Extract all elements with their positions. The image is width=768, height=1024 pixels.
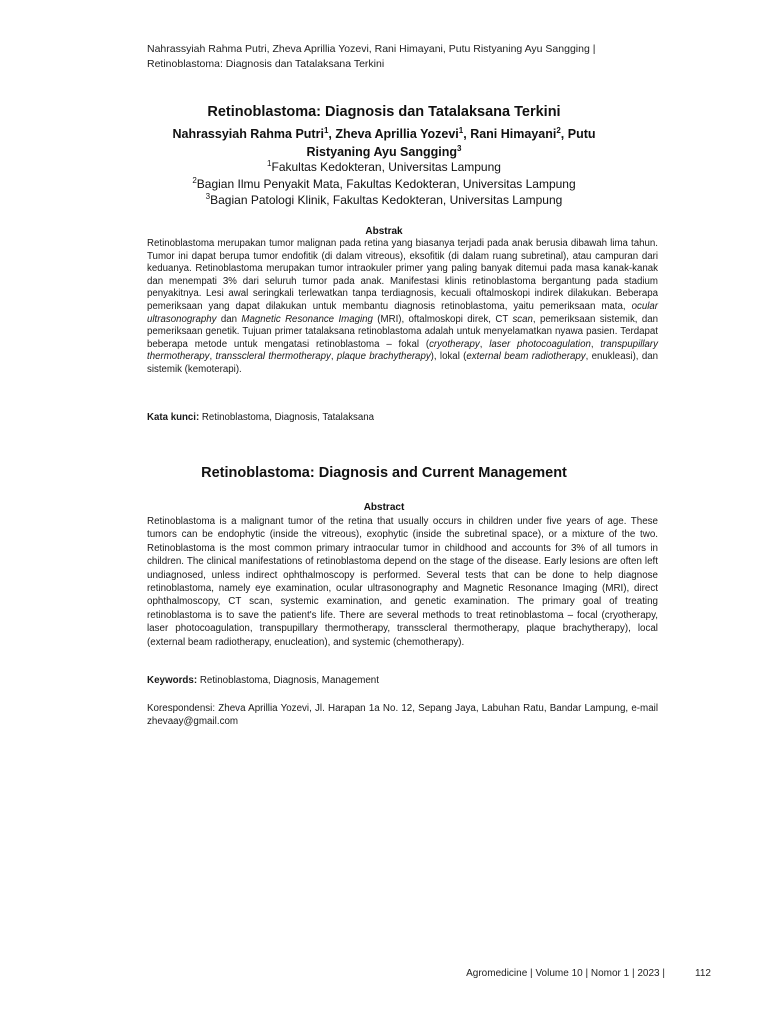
abstrak-text-run: , <box>479 338 490 350</box>
abstrak-text-run: , pemeriksaan sistemik, dan pemeriksaan genetik. Tujuan primer tatalaksana retinoblastoma adalah untuk menyelamatkan nyawa pasien. Terdapat beberapa metode untuk mengatasi retinoblastoma – fokal ( <box>147 313 659 350</box>
affiliation-line <box>0 159 768 176</box>
abstrak-italic-term: scan <box>512 313 533 325</box>
affiliation-marker: 3 <box>205 192 211 201</box>
abstrak-text-run: , <box>209 351 216 363</box>
abstrak-text-run: , enukleasi), dan sistemik (kemoterapi). <box>147 351 658 375</box>
abstrak-italic-term: laser photocoagulation <box>489 338 591 350</box>
author-affil-marker: 2 <box>556 125 561 135</box>
running-head-authors: Nahrassyiah Rahma Putri, Zheva Aprillia Yozevi, Rani Himayani, Putu Ristyaning Ayu Sangging | <box>147 43 596 55</box>
abstrak-italic-term: plaque brachytherapy <box>336 351 431 363</box>
abstrak-italic-term: cryotherapy <box>429 338 480 350</box>
abstract-heading: Abstract <box>363 502 405 513</box>
abstrak-italic-term: ocular ultrasonography <box>147 300 658 325</box>
author-name: Rani Himayani <box>470 127 557 141</box>
journal-name: Agromedicine <box>466 968 528 979</box>
affiliation-text: Bagian Patologi Klinik, Fakultas Kedokteran, Universitas Lampung <box>210 193 563 207</box>
paper-title-en: Retinoblastoma: Diagnosis and Current Management <box>201 465 567 481</box>
page-footer <box>0 968 768 984</box>
page-number: 112 <box>695 968 711 979</box>
author-name: Nahrassyiah Rahma Putri <box>172 127 324 141</box>
journal-number: | Nomor 1 <box>583 968 630 979</box>
keywords-label: Keywords: <box>147 675 198 686</box>
abstrak-text-run: Retinoblastoma merupakan tumor malignan pada retina yang biasanya terjadi pada anak berusia dibawah lima tahun. Tumor ini dapat berupa tumor endofitik (di dalam vitreous), eksofitik (di dalam ruang subretinal), atau campuran dari keduanya. Retinoblastoma merupakan tumor intraokuler primer yang paling banyak ditemui pada masa kanak-kanak dan menempati 3% dari seluruh tumor pada anak. Manifestasi klinis retinoblastoma bergantung pada stadium penyakitnya. Lesi awal seringkali terlewatkan tanpa terdiagnosis, kecuali oftalmoskopi indirek dilakukan. Beberapa pemeriksaan yang dapat dilakukan untuk membantu diagnosis retinoblastoma, yaitu pemeriksaan mata, <box>147 238 658 312</box>
affiliation-marker: 2 <box>192 175 197 185</box>
abstrak-text-run: , <box>330 351 337 363</box>
keywords-value: Retinoblastoma, Diagnosis, Management <box>197 675 379 686</box>
kata-kunci <box>147 412 658 425</box>
abstrak-text-run: (MRI), oftalmoskopi direk, CT <box>372 313 513 325</box>
abstract-paragraph: Retinoblastoma is a malignant tumor of the retina that usually occurs in children under five years of age. These tumors can be endophytic (inside the vitreous), exophytic (inside the subretinal space), or a mixture of the two. Retinoblastoma is the most common primary intraocular tumor in childhood and accounts for 3% of all tumors in children. The clinical manifestations of retinoblastoma depend on the stage of the disease. Early lesions are often left undiagnosed, unless indirect ophthalmoscopy is performed. Several tests that can be done to help diagnose retinoblastoma, namely eye examination, ocular ultrasonography and Magnetic Resonance Imaging (MRI), direct ophthalmoscopy, CT scan, systemic examination, and genetic examination. The primary goal of treating retinoblastoma is to save the patient's life. There are several methods to treat retinoblastoma – focal (cryotherapy, laser photocoagulation, transpupillary thermotherapy, transscleral thermotherapy, plaque brachytherapy), local (external beam radiotherapy, enucleation), and systemic (chemotherapy). <box>147 516 658 648</box>
author-name: Zheva Aprillia Yozevi <box>335 127 459 141</box>
abstrak-italic-term: Magnetic Resonance Imaging <box>241 313 373 325</box>
affiliation-line <box>0 176 768 193</box>
author-separator: , <box>463 127 471 141</box>
journal-year: | 2023 | <box>629 968 665 979</box>
abstrak-text-run: dan <box>216 313 242 325</box>
author-affil-marker: 1 <box>323 125 329 135</box>
journal-volume: | Volume 10 <box>527 968 582 979</box>
abstrak-body <box>147 238 658 377</box>
running-head-title: Retinoblastoma: Diagnosis dan Tatalaksana Terkini <box>147 57 385 70</box>
abstrak-italic-term: transscleral thermotherapy <box>215 351 331 363</box>
journal-info <box>466 968 665 979</box>
author-name: Putu Ristyaning Ayu Sangging <box>306 127 596 159</box>
affiliation-list <box>0 159 768 209</box>
abstrak-text-run: ), lokal ( <box>430 351 467 363</box>
author-separator: , <box>560 127 568 141</box>
author-separator: , <box>328 127 336 141</box>
abstrak-italic-term: external beam radiotherapy <box>466 351 586 363</box>
abstract-body <box>147 515 658 649</box>
abstrak-text-run: , <box>590 338 601 350</box>
paper-title-id: Retinoblastoma: Diagnosis dan Tatalaksana Terkini <box>207 104 561 120</box>
author-list <box>147 125 621 161</box>
running-head <box>147 42 647 71</box>
author-affil-marker: 1 <box>458 125 464 135</box>
affiliation-line <box>0 192 768 209</box>
affiliation-marker: 1 <box>267 159 272 168</box>
affiliation-text: Fakultas Kedokteran, Universitas Lampung <box>271 160 501 174</box>
kata-kunci-label: Kata kunci: <box>147 412 200 423</box>
kata-kunci-value: Retinoblastoma, Diagnosis, Tatalaksana <box>199 412 375 423</box>
correspondence: Korespondensi: Zheva Aprillia Yozevi, Jl. Harapan 1a No. 12, Sepang Jaya, Labuhan Ratu, Bandar Lampung, e-mail zhevaay@gmail.com <box>147 703 658 727</box>
author-affil-marker: 3 <box>457 143 462 153</box>
abstrak-italic-term: transpupillary thermotherapy <box>147 338 658 363</box>
abstrak-paragraph <box>147 238 658 377</box>
abstrak-heading: Abstrak <box>365 226 403 237</box>
affiliation-text: Bagian Ilmu Penyakit Mata, Fakultas Kedokteran, Universitas Lampung <box>196 176 576 191</box>
keywords <box>147 675 658 688</box>
